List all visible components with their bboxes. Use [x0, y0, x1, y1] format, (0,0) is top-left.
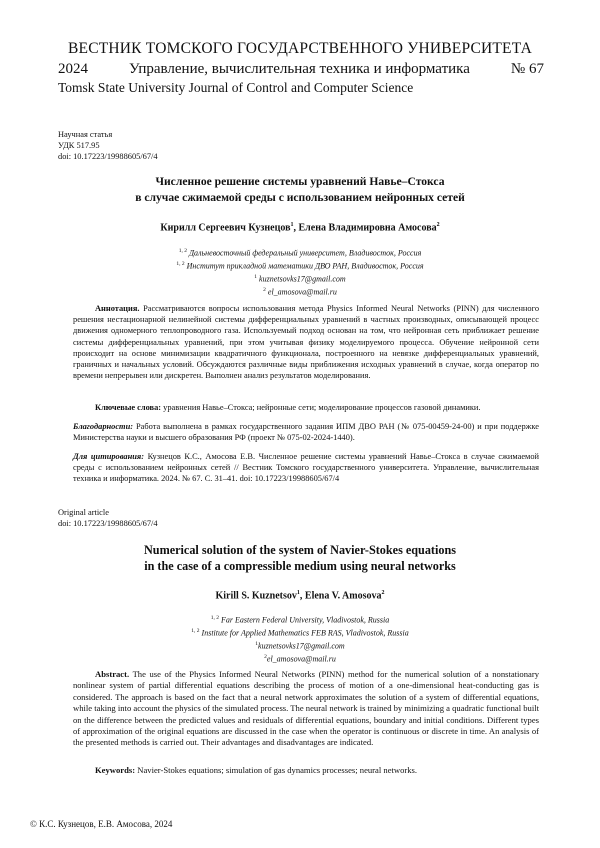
- abstract-ru-text: Рассматриваются вопросы использования метода Physics Informed Neural Networks (PINN) для численного решения нестационарной нелинейной системы дифференциальных уравнений в частных производных, описывающей процесс движения одномерного теплопроводного газа. Используемый подход основан на том, что нейронная сеть приближает решение системы дифференциальных уравнений, при этом учитывая физику моделируемого процесса. Обучение нейронной сети происходит на основе минимизации квадратичного функционала, построенного на невязке дифференциальных уравнений, граничных и начальных условий. Обсуждаются различные виды приближения исходных уравнений в случае, когда оператор по времени непрерывен или дискретен. Выполнен анализ результатов моделирования.: [73, 304, 540, 381]
- abstract-en-label: Abstract.: [95, 669, 130, 679]
- article-type-en: Original article: [58, 508, 109, 517]
- email1-ru[interactable]: kuznetsovks17@gmail.com: [259, 274, 346, 284]
- email1-ru-sup: 1: [254, 274, 258, 281]
- affiliations-ru: [0, 246, 600, 299]
- aff1-en-line: [0, 613, 600, 626]
- email1-en-sup: 1: [255, 641, 259, 648]
- journal-series-ru: Управление, вычислительная техника и информатика: [129, 61, 470, 77]
- email2-en-sup: 2: [264, 654, 267, 661]
- aff2-ru-line: [0, 259, 600, 272]
- article-meta-en: [58, 507, 158, 529]
- email1-en-line: [0, 639, 600, 652]
- keywords-ru-text: уравнения Навье–Стокса; нейронные сети; моделирование процессов газовой динамики.: [163, 403, 481, 412]
- cite-ru-text: Кузнецов К.С., Амосова Е.В. Численное решение системы уравнений Навье–Стокса в случае сжимаемой среды с использованием нейронных сетей // Вестник Томского государственного университета. Управление, вычислительная техника и информатика. 2024. № 67. С. 31–41. doi: 10.17223/19988605/67/4: [73, 452, 540, 484]
- keywords-ru-label: Ключевые слова:: [95, 403, 162, 412]
- author2-ru-sup: 2: [436, 222, 440, 228]
- aff2-ru: Институт прикладной математики ДВО РАН, Владивосток, Россия: [186, 261, 424, 271]
- aff1-ru-sup: 1, 2: [178, 248, 187, 254]
- authors-ru: Кирилл Сергеевич Кузнецов$^1$, Елена Владимировна Амосова$^2$: [160, 222, 440, 234]
- email1-ru-line: [0, 272, 600, 285]
- aff1-ru: Дальневосточный федеральный университет, Владивосток, Россия: [188, 248, 422, 258]
- affiliations-en: [0, 613, 600, 666]
- author2-ru: Елена Владимировна Амосова: [298, 222, 437, 234]
- ack-ru-label: Благодарности:: [73, 422, 134, 431]
- title-en-line1: Numerical solution of the system of Navier-Stokes equations: [143, 543, 456, 557]
- author1-ru-sup: 1: [290, 222, 294, 228]
- email2-ru-line: [0, 285, 600, 298]
- keywords-en: [73, 765, 539, 776]
- citation-ru: [73, 451, 539, 485]
- authors-en: Kirill S. Kuznetsov$^1$, Elena V. Amosova$^2$: [215, 590, 385, 602]
- email1-en[interactable]: kuznetsovks17@gmail.com: [258, 641, 345, 651]
- doi-ru: doi: 10.17223/19988605/67/4: [58, 152, 158, 161]
- journal-issue: № 67: [510, 61, 544, 77]
- title-ru-line2: в случае сжимаемой среды с использованием нейронных сетей: [135, 191, 465, 204]
- abstract-en-text: The use of the Physics Informed Neural Networks (PINN) method for the numerical solution of a nonstationary nonlinear system of partial differential equations describing the process of motion of a one-dimensional heat-conducting gas is considered. The approach is based on the fact that a neural network approximates the solution of a system of differential equations, while taking into account the physics of the simulated process. The neural network is trained by minimizing a quadratic functional built on the difference between the predicted values and residuals of differential equations, boundary and initial conditions. Different types of approximation of the original equations are discussed in the case when the operator is continuous or discrete in time. An analysis of the presented methods is carried out. Their advantages and disadvantages are indicated.: [73, 669, 539, 748]
- title-ru-line1: Численное решение системы уравнений Навье–Стокса: [155, 175, 445, 188]
- abstract-ru: [73, 303, 539, 381]
- aff2-en-line: [0, 626, 600, 639]
- keywords-ru: [73, 402, 539, 413]
- aff2-en-sup: 1, 2: [191, 628, 200, 635]
- acknowledgements-ru: [73, 421, 539, 443]
- email2-ru[interactable]: el_amosova@mail.ru: [267, 288, 337, 298]
- author1-en-sup: 1: [296, 590, 300, 596]
- journal-year: 2024: [58, 61, 88, 77]
- email2-en[interactable]: el_amosova@mail.ru: [266, 655, 336, 665]
- aff2-en: Institute for Applied Mathematics FEB RAS, Vladivostok, Russia: [201, 628, 409, 638]
- journal-series-row: [58, 61, 544, 78]
- email2-ru-sup: 2: [263, 287, 266, 294]
- aff2-ru-sup: 1, 2: [176, 261, 185, 268]
- cite-ru-label: Для цитирования:: [73, 452, 145, 461]
- article-type-ru: Научная статья: [58, 130, 113, 139]
- author1-ru: Кирилл Сергеевич Кузнецов: [160, 222, 291, 234]
- article-meta-ru: [58, 129, 158, 162]
- email2-en-line: [0, 652, 600, 665]
- aff1-en: Far Eastern Federal University, Vladivostok, Russia: [221, 615, 390, 625]
- keywords-en-text: Navier-Stokes equations; simulation of gas dynamics processes; neural networks.: [137, 765, 418, 775]
- aff1-en-sup: 1, 2: [210, 615, 220, 621]
- journal-title-ru: ВЕСТНИК ТОМСКОГО ГОСУДАРСТВЕННОГО УНИВЕРСИТЕТА: [67, 40, 533, 57]
- udc: УДК 517.95: [58, 141, 100, 150]
- title-en-line2: in the case of a compressible medium using neural networks: [144, 559, 456, 573]
- author2-en-sup: 2: [381, 590, 385, 596]
- author2-en: Elena V. Amosova: [304, 590, 382, 602]
- copyright: © К.С. Кузнецов, Е.В. Амосова, 2024: [30, 819, 173, 829]
- keywords-en-label: Keywords:: [95, 765, 136, 775]
- aff1-ru-line: [0, 246, 600, 259]
- abstract-en: [73, 669, 539, 749]
- doi-en: doi: 10.17223/19988605/67/4: [58, 519, 158, 528]
- journal-title-en: Tomsk State University Journal of Control and Computer Science: [58, 80, 414, 95]
- article-title-ru: [0, 174, 600, 206]
- abstract-ru-label: Аннотация.: [95, 304, 140, 313]
- author1-en: Kirill S. Kuznetsov: [215, 590, 297, 602]
- article-title-en: [0, 542, 600, 574]
- ack-ru-text: Работа выполнена в рамках государственного задания ИПМ ДВО РАН (№ 075-00459-24-00) и при поддержке Министерства науки и высшего образования РФ (проект № 075-02-2024-1440).: [73, 422, 539, 443]
